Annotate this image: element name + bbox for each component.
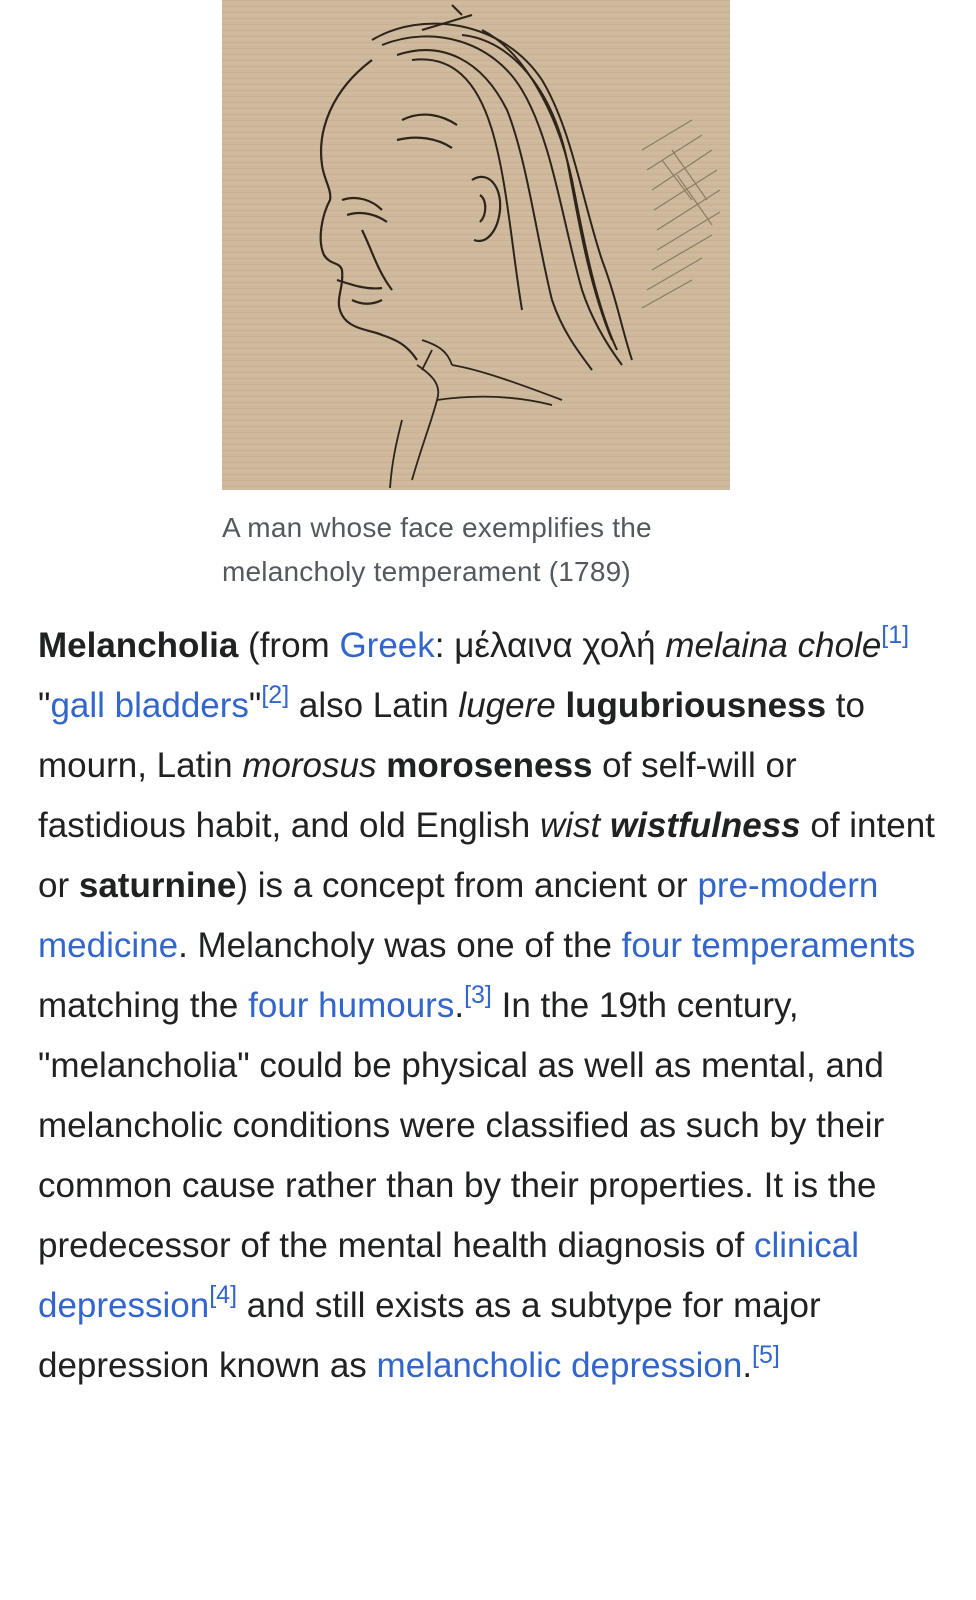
text-segment: ) is a concept from ancient or <box>236 866 698 905</box>
text-segment: (from <box>238 626 340 665</box>
text-segment <box>600 806 610 845</box>
text-segment: of intent or <box>38 806 935 905</box>
reference-1 <box>881 621 909 649</box>
bold-term: moroseness <box>386 746 593 785</box>
article-body <box>38 616 943 1396</box>
ref-link-2[interactable]: [2] <box>261 681 290 709</box>
reference-2 <box>261 681 289 709</box>
ref-link-4[interactable]: [4] <box>209 1281 238 1309</box>
text-segment: of self-will or fastidious habit, and old English <box>38 746 797 845</box>
italic-term: morosus <box>242 746 377 785</box>
article-term: Melancholia <box>38 626 239 665</box>
link-melancholic-depression[interactable]: melancholic depression <box>376 1346 743 1385</box>
link-gall-bladders[interactable]: gall bladders <box>50 686 249 725</box>
text-segment: to mourn, Latin <box>38 686 865 785</box>
bold-term: lugubriousness <box>565 686 827 725</box>
italic-term: lugere <box>458 686 556 725</box>
text-segment: : μέλαινα χολή <box>434 626 666 665</box>
text-segment: . Melancholy was one of the <box>178 926 622 965</box>
link-four-temperaments[interactable]: four temperaments <box>621 926 916 965</box>
link-pre-modern-medicine[interactable]: pre-modern medicine <box>38 866 879 965</box>
italic-term: wist <box>540 806 601 845</box>
italic-term: melaina chole <box>665 626 882 665</box>
image-caption: A man whose face exemplifies the melancholy temperament (1789) <box>222 512 652 587</box>
reference-3 <box>464 981 492 1009</box>
text-segment: " <box>248 686 262 725</box>
ref-link-5[interactable]: [5] <box>752 1341 780 1369</box>
text-segment <box>377 746 387 785</box>
text-segment: In the 19th century, "melancholia" could be physical as well as mental, and melancholic conditions were classified as such by their common cause rather than by their properties. It is the predecessor of the mental health diagnosis of <box>38 986 885 1265</box>
link-greek[interactable]: Greek <box>339 626 435 665</box>
text-segment: and still exists as a subtype for major depression known as <box>38 1286 821 1385</box>
bold-italic-term <box>610 806 801 845</box>
reference-5 <box>752 1341 780 1369</box>
lead-paragraph <box>38 616 943 1396</box>
text-segment: also Latin <box>289 686 459 725</box>
link-clinical-depression[interactable]: clinical depression <box>38 1226 860 1325</box>
text-segment: . <box>742 1346 753 1385</box>
bold-italic-text: wistfulness <box>610 806 801 845</box>
text-segment <box>556 686 566 725</box>
text-segment: . <box>454 986 465 1025</box>
text-segment: matching the <box>38 986 249 1025</box>
ref-link-1[interactable]: [1] <box>881 621 910 649</box>
link-four-humours[interactable]: four humours <box>248 986 455 1025</box>
bold-term: saturnine <box>78 866 237 905</box>
ref-link-3[interactable]: [3] <box>464 981 492 1009</box>
engraving-portrait-image[interactable] <box>222 0 730 490</box>
text-segment: " <box>38 686 51 725</box>
reference-4 <box>209 1281 237 1309</box>
